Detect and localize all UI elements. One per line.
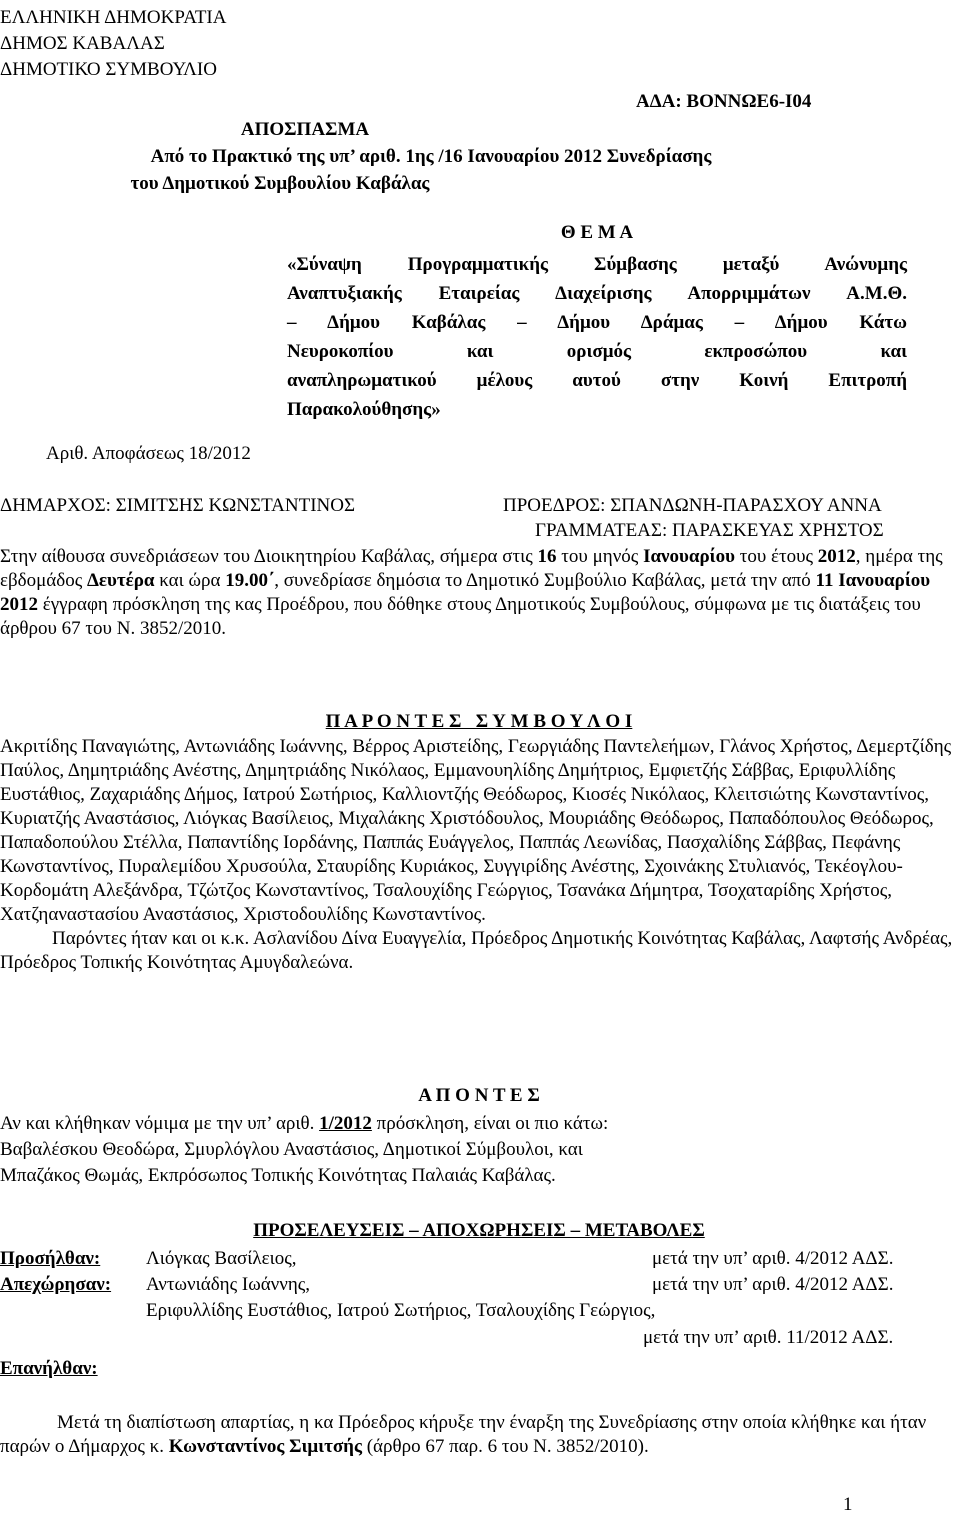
header-council: ΔΗΜΟΤΙΚΟ ΣΥΜΒΟΥΛΙΟ xyxy=(0,59,217,80)
absent-councillors: Βαβαλέσκου Θεοδώρα, Σμυρλόγλου Αναστάσιος, Δημοτικοί Σύμβουλοι, και xyxy=(0,1139,583,1160)
president: ΠΡΟΕΔΡΟΣ: ΣΠΑΝΔΩΝΗ-ΠΑΡΑΣΧΟΥ ΑΝΝΑ xyxy=(503,495,882,516)
intro-text: και ώρα xyxy=(154,570,226,591)
intro-day: 16 xyxy=(537,546,557,567)
intro-paragraph xyxy=(0,545,958,641)
title-heading: ΑΠΟΣΠΑΣΜΑ xyxy=(240,119,370,140)
mayor: ΔΗΜΑΡΧΟΣ: ΣΙΜΙΤΣΗΣ ΚΩΝΣΤΑΝΤΙΝΟΣ xyxy=(0,495,356,516)
arrived-ref: μετά την υπ’ αριθ. 4/2012 ΑΔΣ. xyxy=(652,1248,894,1269)
subject-line-5: αναπληρωματικού μέλους αυτού στην Κοινή Επιτροπή xyxy=(287,370,907,391)
arrived-name: Λιόγκας Βασίλειος, xyxy=(146,1248,297,1269)
header-municipality: ΔΗΜΟΣ ΚΑΒΑΛΑΣ xyxy=(0,33,165,54)
quorum-text: Μετά τη διαπίστωση απαρτίας, η κα Πρόεδρος κήρυξε την έναρξη της Συνεδρίασης στην οποία κλήθηκε και ήταν παρών ο Δήμαρχος κ. xyxy=(0,1412,927,1457)
absent-text: Αν και κλήθηκαν νόμιμα με την υπ’ αριθ. xyxy=(0,1113,320,1134)
intro-text: του έτους xyxy=(734,546,818,567)
left-ref-2: μετά την υπ’ αριθ. 11/2012 ΑΔΣ. xyxy=(643,1327,894,1348)
quorum-mayor-name: Κωνσταντίνος Σιμιτσής xyxy=(168,1436,362,1457)
secretary: ΓΡΑΜΜΑΤΕΑΣ: ΠΑΡΑΣΚΕΥΑΣ ΧΡΗΣΤΟΣ xyxy=(535,520,884,541)
subject-line-6: Παρακολούθησης» xyxy=(287,399,441,420)
subject-line-1: «Σύναψη Προγραμματικής Σύμβασης μεταξύ Ανώνυμης xyxy=(287,254,907,275)
changes-heading: ΠΡΟΣΕΛΕΥΣΕΙΣ – ΑΠΟΧΩΡΗΣΕΙΣ – ΜΕΤΑΒΟΛΕΣ xyxy=(253,1220,705,1241)
absent-intro xyxy=(0,1112,608,1136)
absent-representative: Μπαζάκος Θωμάς, Εκπρόσωπος Τοπικής Κοινότητας Παλαιάς Καβάλας. xyxy=(0,1165,556,1186)
subject-line-3: – Δήμου Καβάλας – Δήμου Δράμας – Δήμου Κάτω xyxy=(287,312,907,333)
present-heading: Π Α Ρ Ο Ν Τ Ε Σ Σ Υ Μ Β Ο Υ Λ Ο Ι xyxy=(325,711,633,732)
intro-text: έγγραφη πρόσκληση της κας Προέδρου, που δόθηκε στους Δημοτικούς Συμβούλους, σύμφωνα με τις διατάξεις του άρθρου 67 του Ν. 3852/2010. xyxy=(0,594,921,639)
intro-text: , συνεδρίασε δημόσια το Δημοτικό Συμβούλιο Καβάλας, μετά την από xyxy=(274,570,816,591)
intro-year: 2012 xyxy=(817,546,856,567)
subject-line-4: Νευροκοπίου και ορισμός εκπροσώπου και xyxy=(287,341,907,362)
decision-number: Αριθ. Αποφάσεως 18/2012 xyxy=(46,443,251,464)
intro-time: 19.00΄ xyxy=(225,570,275,591)
arrived-label: Προσήλθαν: xyxy=(0,1248,101,1269)
page-number: 1 xyxy=(843,1494,853,1515)
intro-month: Ιανουαρίου xyxy=(643,546,735,567)
left-names-2: Εριφυλλίδης Ευστάθιος, Ιατρού Σωτήριος, Τσαλουχίδης Γεώργιος, xyxy=(146,1300,656,1321)
quorum-paragraph xyxy=(0,1411,958,1459)
intro-weekday: Δευτέρα xyxy=(86,570,155,591)
left-label: Απεχώρησαν: xyxy=(0,1274,112,1295)
ada-code: ΑΔΑ: ΒΟΝΝΩΕ6-Ι04 xyxy=(636,91,812,112)
intro-invitation-date: 11 Ιανουαρίου 2012 xyxy=(0,570,931,615)
absent-heading: Α Π Ο Ν Τ Ε Σ xyxy=(418,1085,540,1106)
subject-heading: Θ Ε Μ Α xyxy=(560,222,634,243)
header-republic: ΕΛΛΗΝΙΚΗ ΔΗΜΟΚΡΑΤΙΑ xyxy=(0,7,227,28)
absent-text: πρόσκληση, είναι οι πιο κάτω: xyxy=(371,1113,609,1134)
left-ref: μετά την υπ’ αριθ. 4/2012 ΑΔΣ. xyxy=(652,1274,894,1295)
left-name: Αντωνιάδης Ιωάννης, xyxy=(146,1274,311,1295)
title-minutes: Από το Πρακτικό της υπ’ αριθ. 1ης /16 Ιανουαρίου 2012 Συνεδρίασης xyxy=(150,146,712,167)
present-also: Παρόντες ήταν και οι κ.κ. Ασλανίδου Δίνα Ευαγγελία, Πρόεδρος Δημοτικής Κοινότητας Καβάλας, Λαφτσής Ανδρέας, Πρόεδρος Τοπικής Κοινότητας Αμυγδαλεώνα. xyxy=(0,928,953,973)
present-names: Ακριτίδης Παναγιώτης, Αντωνιάδης Ιωάννης, Βέρρος Αριστείδης, Γεωργιάδης Παντελεήμων, Γλάνος Χρήστος, Δεμερτζίδης Παύλος, Δημητριάδης Ανέστης, Δημητριάδης Νικόλαος, Εμμανουηλίδης Δημήτριος, Εμφιετζής Σάββας, Εριφυλλίδης Ευστάθιος, Ζαχαριάδης Δήμος, Ιατρού Σωτήριος, Καλλιοντζής Θεόδωρος, Κιοσές Νικόλαος, Κλειτσιώτης Κωνσταντίνος, Κυριατζής Αναστάσιος, Λιόγκας Βασίλειος, Μιχαλάκης Χριστόδουλος, Μουριάδης Θεόδωρος, Παπαδόπουλος Θεόδωρος, Παπαδοπούλου Στέλλα, Παπαντίδης Ιορδάνης, Παππάς Ευάγγελος, Παππάς Λεωνίδας, Πασχαλίδης Σάββας, Πεφάνης Κωνσταντίνος, Πυραλεμίδου Χρυσούλα, Σταυρίδης Κυριάκος, Συγγιρίδης Ανέστης, Σχοινάκης Στυλιανός, Τεκέογλου-Κορδομάτη Αλεξάνδρα, Τζώτζος Κωνσταντίνος, Τσαλουχίδης Γεώργιος, Τσανάκα Δήμητρα, Τσοχαταρίδης Χρήστος, Χατζηαναστασίου Αναστάσιος, Χριστοδουλίδης Κωνσταντίνος. xyxy=(0,736,952,925)
title-council: του Δημοτικού Συμβουλίου Καβάλας xyxy=(130,173,430,194)
quorum-text: (άρθρο 67 παρ. 6 του Ν. 3852/2010). xyxy=(361,1436,649,1457)
present-list xyxy=(0,735,958,975)
absent-invitation-number: 1/2012 xyxy=(319,1113,372,1134)
returned-label: Επανήλθαν: xyxy=(0,1358,98,1379)
intro-text: , ημέρα της εβδομάδος xyxy=(0,546,943,591)
subject-line-2: Αναπτυξιακής Εταιρείας Διαχείρισης Απορριμμάτων Α.Μ.Θ. xyxy=(287,283,907,304)
intro-text: του μηνός xyxy=(556,546,644,567)
intro-text: Στην αίθουσα συνεδριάσεων του Διοικητηρίου Καβάλας, σήμερα στις xyxy=(0,546,538,567)
